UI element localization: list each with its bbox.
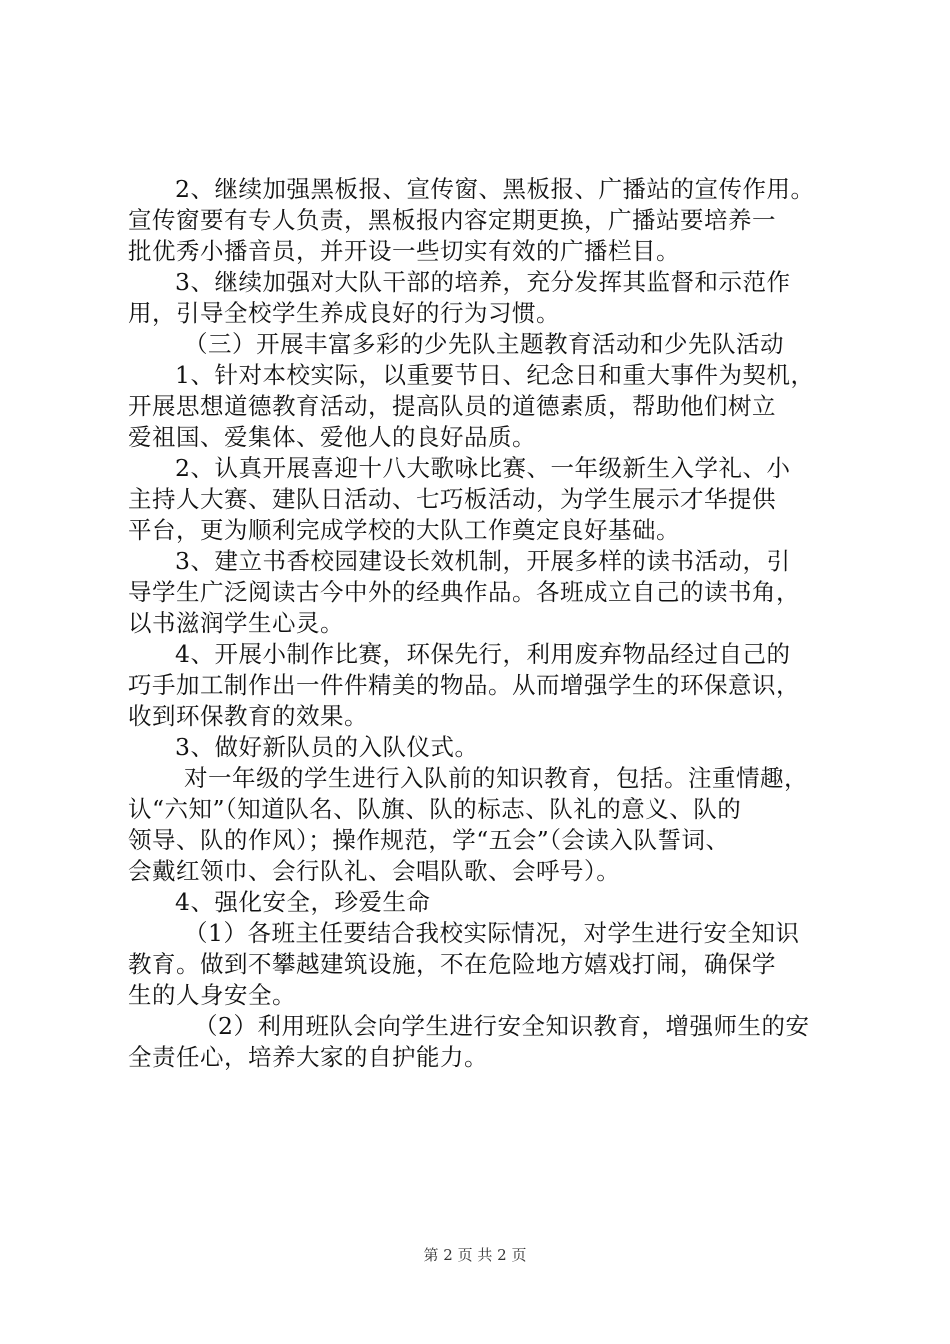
text-line: 2、认真开展喜迎十八大歌咏比赛、一年级新生入学礼、小: [175, 454, 791, 482]
text-line: 3、做好新队员的入队仪式。: [175, 733, 479, 761]
text-line: 宣传窗要有专人负责，黑板报内容定期更换，广播站要培养一: [128, 206, 776, 234]
text-line: 1、针对本校实际，以重要节日、纪念日和重大事件为契机，: [175, 361, 815, 389]
text-line: 3、继续加强对大队干部的培养，充分发挥其监督和示范作: [175, 268, 791, 296]
text-line: 爱祖国、爱集体、爱他人的良好品质。: [128, 423, 536, 451]
text-line: 批优秀小播音员，并开设一些切实有效的广播栏目。: [128, 237, 680, 265]
text-line: 收到环保教育的效果。: [128, 702, 368, 730]
text-line: （2）利用班队会向学生进行安全知识教育，增强师生的安: [194, 1012, 810, 1040]
text-line: 主持人大赛、建队日活动、七巧板活动，为学生展示才华提供: [128, 485, 776, 513]
text-line: 以书滋润学生心灵。: [128, 609, 344, 637]
section-heading: （三）开展丰富多彩的少先队主题教育活动和少先队活动: [184, 330, 784, 358]
text-line: 领导、队的作风）；操作规范，学“五会”（会读入队誓词、: [128, 826, 730, 854]
text-line: 开展思想道德教育活动，提高队员的道德素质，帮助他们树立: [128, 392, 776, 420]
text-line: 会戴红领巾、会行队礼、会唱队歌、会呼号）。: [128, 857, 621, 885]
text-line: 导学生广泛阅读古今中外的经典作品。各班成立自己的读书角，: [128, 578, 800, 606]
text-line: 用，引导全校学生养成良好的行为习惯。: [128, 299, 560, 327]
document-body: [128, 174, 838, 1073]
page-number: 第 2 页 共 2 页: [423, 1246, 527, 1264]
text-line: 全责任心，培养大家的自护能力。: [128, 1043, 488, 1071]
text-line: 2、继续加强黑板报、宣传窗、黑板报、广播站的宣传作用。: [175, 175, 815, 203]
text-line: 巧手加工制作出一件件精美的物品。从而增强学生的环保意识，: [128, 671, 800, 699]
text-line: 4、强化安全，珍爱生命: [175, 888, 431, 916]
text-line: 对一年级的学生进行入队前的知识教育，包括。注重情趣，: [184, 764, 808, 792]
text-line: 平台，更为顺利完成学校的大队工作奠定良好基础。: [128, 516, 680, 544]
text-line: 教育。做到不攀越建筑设施，不在危险地方嬉戏打闹，确保学: [128, 950, 776, 978]
text-line: 认“六知”（知道队名、队旗、队的标志、队礼的意义、队的: [128, 795, 742, 823]
text-line: （1）各班主任要结合我校实际情况，对学生进行安全知识: [184, 919, 800, 947]
text-line: 3、建立书香校园建设长效机制，开展多样的读书活动，引: [175, 547, 791, 575]
text-line: 4、开展小制作比赛，环保先行，利用废弃物品经过自己的: [175, 640, 791, 668]
text-line: 生的人身安全。: [128, 981, 296, 1009]
